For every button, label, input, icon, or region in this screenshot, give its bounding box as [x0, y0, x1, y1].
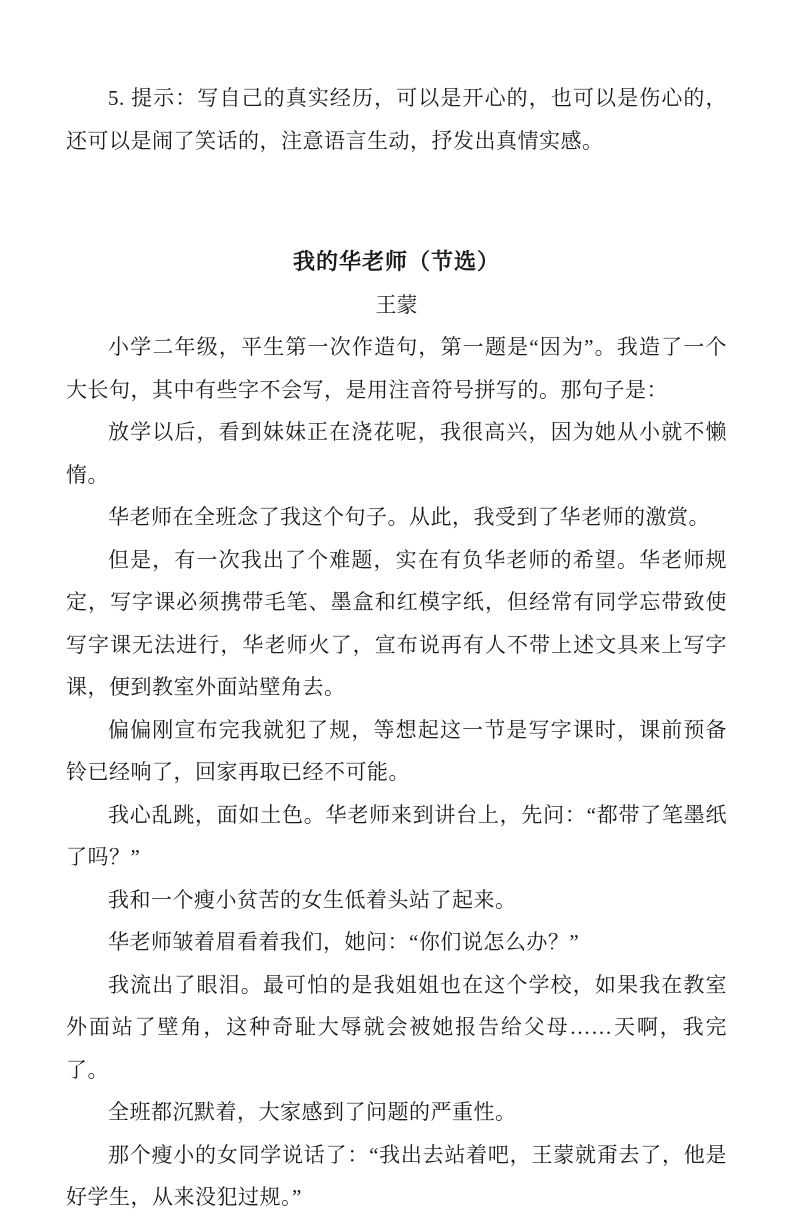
- article-paragraph-6: 我心乱跳，面如土色。华老师来到讲台上，先问：“都带了笔墨纸了吗？”: [66, 802, 727, 869]
- intro-paragraph: 5. 提示：写自己的真实经历，可以是开心的，也可以是伤心的，还可以是闹了笑话的，注意语言生动，抒发出真情实感。: [66, 86, 727, 153]
- article-paragraph-8: 华老师皱着眉看着我们，她问：“你们说怎么办？”: [108, 930, 580, 954]
- article-paragraph-11: 那个瘦小的女同学说话了：“我出去站着吧，王蒙就甭去了，他是好学生，从来没犯过规。”: [66, 1142, 727, 1209]
- article-paragraph-4: 但是，有一次我出了个难题，实在有负华老师的希望。华老师规定，写字课必须携带毛笔、墨盒和红模字纸，但经常有同学忘带致使写字课无法进行，华老师火了，宣布说再有人不带上述文具来上写字课，便到教室外面站壁角去。: [66, 547, 727, 699]
- article-paragraph-2: 放学以后，看到妹妹正在浇花呢，我很高兴，因为她从小就不懒惰。: [66, 420, 727, 487]
- article-paragraph-5: 偏偏刚宣布完我就犯了规，等想起这一节是写字课时，课前预备铃已经响了，回家再取已经不可能。: [66, 717, 727, 784]
- article-paragraph-3: 华老师在全班念了我这个句子。从此，我受到了华老师的激赏。: [108, 505, 710, 529]
- article-paragraph-1: 小学二年级，平生第一次作造句，第一题是“因为”。我造了一个大长句，其中有些字不会写，是用注音符号拼写的。那句子是：: [66, 335, 727, 402]
- article-paragraph-9: 我流出了眼泪。最可怕的是我姐姐也在这个学校，如果我在教室外面站了壁角，这种奇耻大辱就会被她报告给父母……天啊，我完了。: [66, 972, 727, 1082]
- article-paragraph-7: 我和一个瘦小贫苦的女生低着头站了起来。: [108, 887, 517, 912]
- article-author: 王蒙: [375, 292, 418, 317]
- article-paragraph-10: 全班都沉默着，大家感到了问题的严重性。: [108, 1100, 517, 1124]
- article-title: 我的华老师（节选）: [292, 249, 500, 274]
